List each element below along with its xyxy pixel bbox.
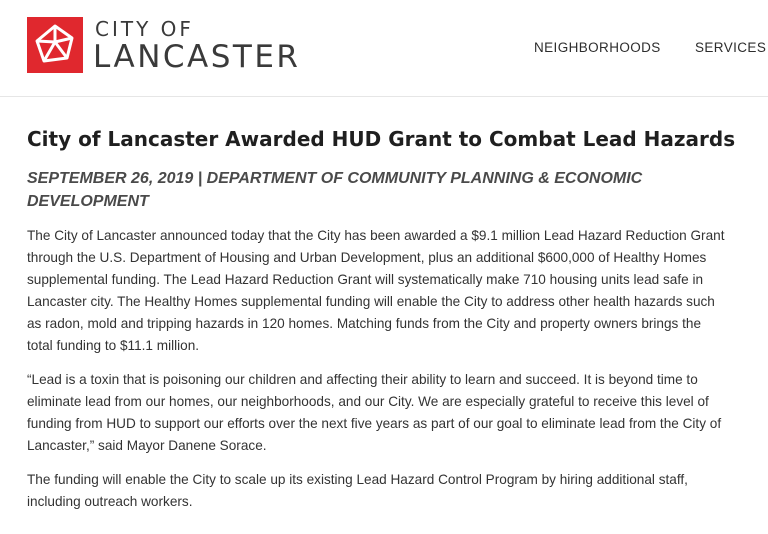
article-paragraph: The City of Lancaster announced today that the City has been awarded a $9.1 million Lead Hazard Reduction Grant through the U.S. Department of Housing and Urban Development, plus an additional $600,000 of Healthy Homes supplemental funding. The Lead Hazard Reduction Grant will systematically make 710 housing units lead safe in Lancaster city. The Healthy Homes supplemental funding will enable the City to address other health hazards such as radon, mold and tripping hazards in 120 homes. Matching funds from the City and property owners brings the total funding to $11.1 million. [27,228,725,353]
brand-name-top: CITY OF [95,17,194,41]
article [27,124,736,513]
nav-item-neighborhoods[interactable]: NEIGHBORHOODS [534,40,661,55]
article-dateline: SEPTEMBER 26, 2019 | DEPARTMENT OF COMMUNITY PLANNING & ECONOMIC DEVELOPMENT [27,170,643,210]
brand-name-bottom: LANCASTER [93,39,301,75]
article-paragraph: The funding will enable the City to scale up its existing Lead Hazard Control Program by hiring additional staff, including outreach workers. [27,472,688,509]
article-title: City of Lancaster Awarded HUD Grant to Combat Lead Hazards [27,127,736,151]
site-header [0,0,768,97]
rose-logo-icon[interactable] [27,17,83,73]
article-paragraph: “Lead is a toxin that is poisoning our children and affecting their ability to learn and succeed. It is beyond time to eliminate lead from our homes, our neighborhoods, and our City. We are especially grateful to receive this level of funding from HUD to support our efforts over the next five years as part of our goal to eliminate lead from the City of Lancaster,” said Mayor Danene Sorace. [27,372,722,453]
nav-item-services[interactable]: SERVICES [695,40,767,55]
